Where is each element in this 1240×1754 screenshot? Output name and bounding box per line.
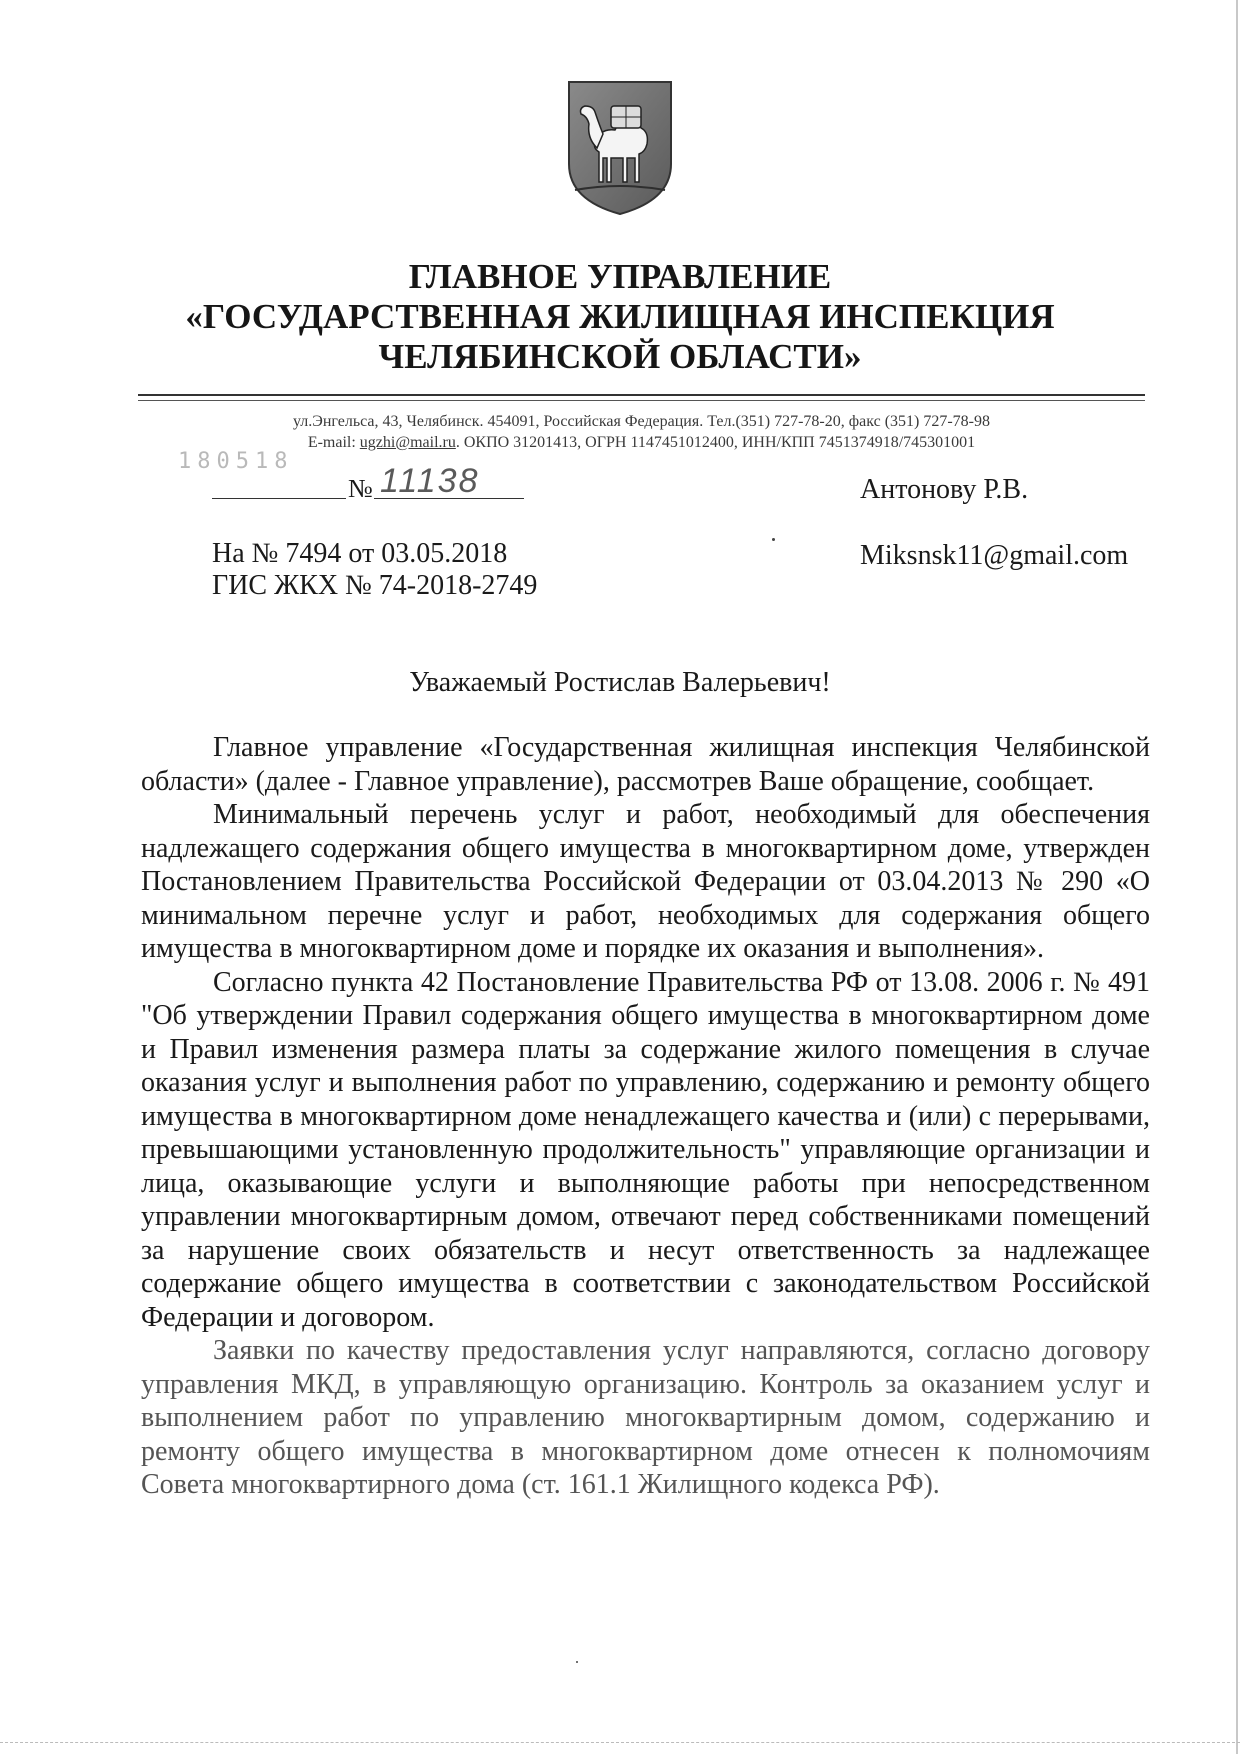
registry-codes: . ОКПО 31201413, ОГРН 1147451012400, ИНН/КПП 7451374918/745301001 — [455, 434, 976, 451]
email-link[interactable]: ugzhi@mail.ru — [359, 434, 456, 451]
title-line: ЧЕЛЯБИНСКОЙ ОБЛАСТИ» — [378, 337, 862, 376]
header-divider-thick — [138, 394, 1145, 396]
reference-gis: ГИС ЖКХ № 74-2018-2749 — [212, 570, 538, 601]
salutation: Уважаемый Ростислав Валерьевич! — [409, 667, 831, 698]
address-line: ул.Энгельса, 43, Челябинск. 454091, Российская Федерация. Тел.(351) 727-78-20, факс (351) 727-78-98 — [292, 413, 991, 430]
received-date-stamp: 180518 — [178, 449, 294, 474]
scan-speck — [576, 1661, 578, 1663]
chelyabinsk-camel-crest-icon — [565, 78, 675, 218]
paragraph: Минимальный перечень услуг и работ, необходимый для обеспечения надлежащего содержания общего имущества в многоквартирном доме, утвержден Постановлением Правительства Российской Федерации от 03.04.2013 № 290 «О минимальном перечне услуг и работ, необходимых для содержания общего имущества в многоквартирном доме и порядке их оказания и выполнения». — [141, 799, 1150, 964]
paragraph: Заявки по качеству предоставления услуг направляются, согласно договору управления МКД, в управляющую организацию. Контроль за оказанием услуг и выполнением работ по управлению многоквартирным домом, содержанию и ремонту общего имущества в многоквартирном доме отнесен к полномочиям Совета многоквартирного дома (ст. 161.1 Жилищного кодекса РФ). — [141, 1335, 1150, 1500]
scan-speck — [772, 538, 775, 541]
addressee-name: Антонову Р.В. — [860, 474, 1029, 505]
scan-bottom-edge — [0, 1742, 1240, 1743]
outgoing-number: 11138 — [380, 462, 480, 500]
paragraph: Согласно пункта 42 Постановление Правительства РФ от 13.08. 2006 г. № 491 "Об утверждении Правил содержания общего имущества в многоквартирном доме и Правил изменения размера платы за содержание жилого помещения в случае оказания услуг и выполнения работ по управлению, содержанию и ремонту общего имущества в многоквартирном доме ненадлежащего качества и (или) с перерывами, превышающими установленную продолжительность" управляющие организации и лица, оказывающие услуги и выполняющие работы при непосредственном управлении многоквартирным домом, отвечают перед собственниками помещений за нарушение своих обязательств и несут ответственность за надлежащее содержание общего имущества в соответствии с законодательством Российской Федерации и договором. — [141, 966, 1150, 1333]
letter-body — [141, 731, 1150, 1502]
date-blank-line — [212, 498, 346, 499]
header-divider-thin — [138, 400, 1145, 401]
addressee-email: Miksnsk11@gmail.com — [860, 540, 1129, 571]
number-label: № — [348, 474, 373, 503]
reference-incoming: На № 7494 от 03.05.2018 — [212, 538, 508, 569]
email-label: E-mail: — [307, 434, 360, 451]
title-line: ГЛАВНОЕ УПРАВЛЕНИЕ — [408, 257, 832, 296]
contact-details — [138, 411, 1145, 453]
organization-title — [0, 257, 1240, 377]
paragraph: Главное управление «Государственная жилищная инспекция Челябинской области» (далее - Главное управление), рассмотрев Ваше обращение, сообщает. — [141, 732, 1150, 797]
title-line: «ГОСУДАРСТВЕННАЯ ЖИЛИЩНАЯ ИНСПЕКЦИЯ — [185, 297, 1055, 336]
